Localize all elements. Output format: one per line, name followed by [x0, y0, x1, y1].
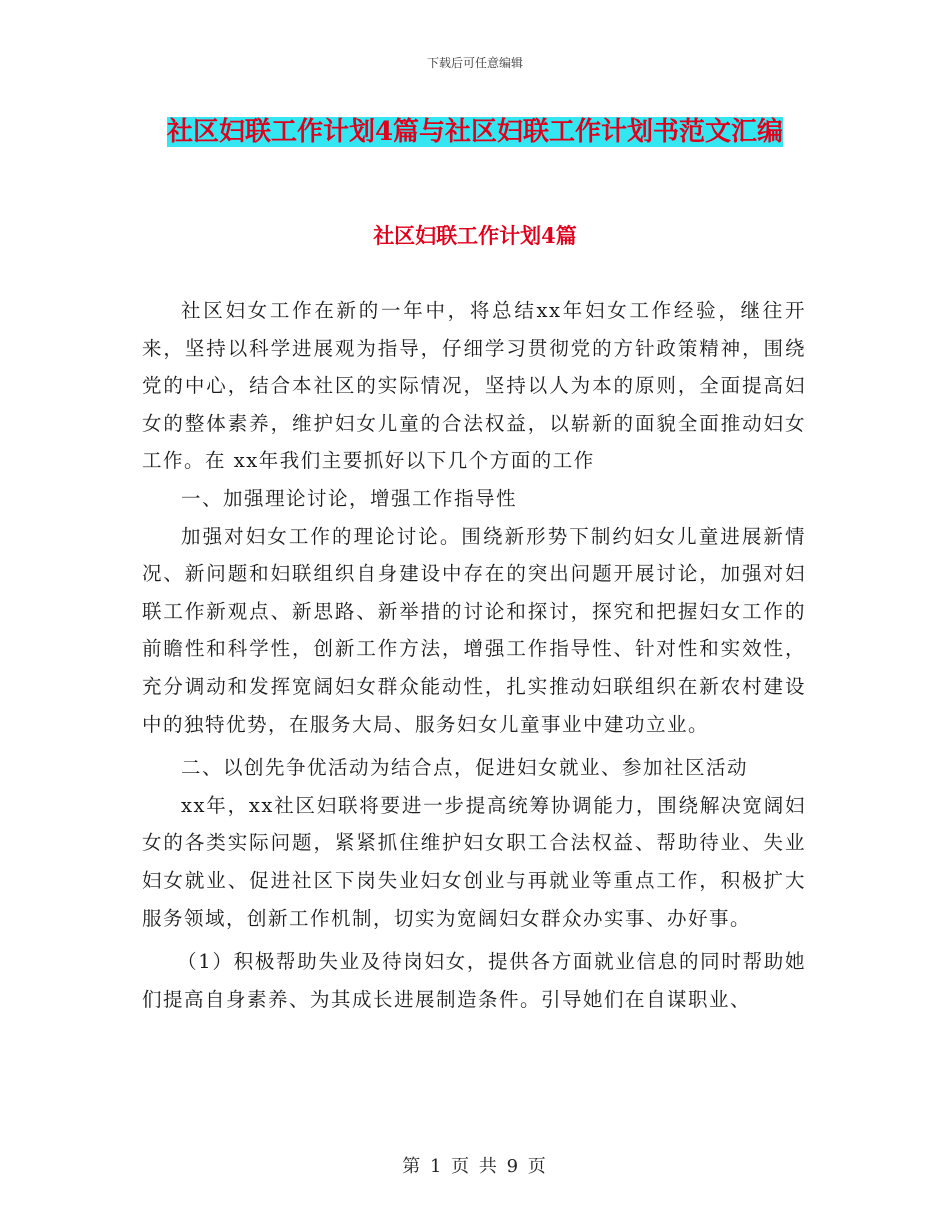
section-title: 社区妇联工作计划4篇 [373, 223, 577, 248]
paragraph-intro: 社区妇女工作在新的一年中，将总结xx年妇女工作经验，继往开来，坚持以科学进展观为指导，仔细学习贯彻党的方针政策精神，围绕党的中心，结合本社区的实际情况，坚持以人为本的原则，全面提高妇女的整体素养，维护妇女儿童的合法权益，以崭新的面貌全面推动妇女工作。在 xx年我们主要抓好以下几个方面的工作 [142, 299, 806, 473]
heading-section-2: 二、以创先争优活动为结合点，促进妇女就业、参加社区活动 [181, 756, 749, 780]
main-title [140, 112, 810, 152]
paragraph-item-1: （1）积极帮助失业及待岗妇女，提供各方面就业信息的同时帮助她们提高自身素养、为其成长进展制造条件。引导她们在自谋职业、 [142, 950, 806, 1011]
body-text [142, 292, 806, 1018]
header-note: 下载后可任意编辑 [426, 56, 523, 70]
main-title-text: 社区妇联工作计划4篇与社区妇联工作计划书范文汇编 [166, 117, 784, 147]
paragraph-section-1: 加强对妇女工作的理论讨论。围绕新形势下制约妇女儿童进展新情况、新问题和妇联组织自身建设中存在的突出问题开展讨论，加强对妇联工作新观点、新思路、新举措的讨论和探讨，探究和把握妇女工作的前瞻性和科学性，创新工作方法，增强工作指导性、针对性和实效性，充分调动和发挥宽阔妇女群众能动性，扎实推动妇联组织在新农村建设中的独特优势，在服务大局、服务妇女儿童事业中建功立业。 [142, 524, 806, 736]
heading-section-1: 一、加强理论讨论，增强工作指导性 [181, 486, 518, 510]
paragraph-section-2: xx年，xx社区妇联将要进一步提高统筹协调能力，围绕解决宽阔妇女的各类实际问题，紧紧抓住维护妇女职工合法权益、帮助待业、失业妇女就业、促进社区下岗失业妇女创业与再就业等重点工作，积极扩大服务领域，创新工作机制，切实为宽阔妇女群众办实事、办好事。 [142, 793, 806, 930]
page-footer: 第 1 页 共 9 页 [402, 1156, 548, 1177]
